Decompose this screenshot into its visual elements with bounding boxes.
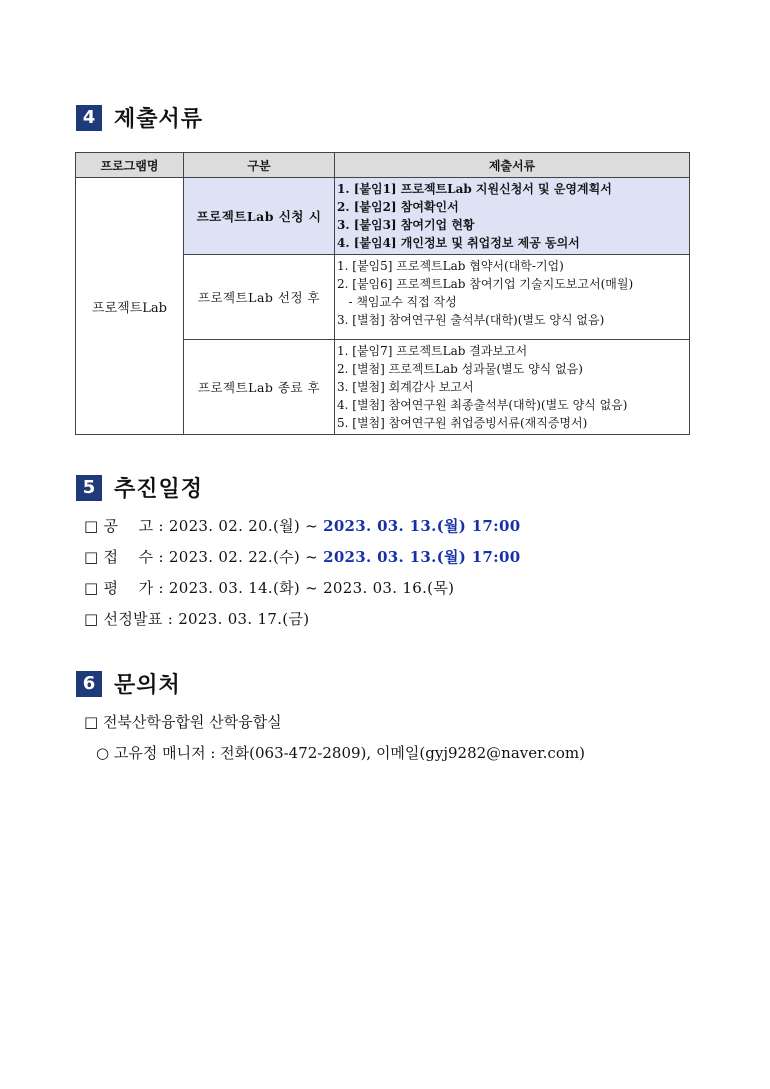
schedule-item — [84, 546, 520, 567]
section-title: 추진일정 — [114, 477, 204, 502]
section-5-heading — [76, 472, 203, 503]
schedule-deadline: 2023. 03. 13.(월) 17:00 — [323, 517, 521, 535]
table-header-row — [76, 153, 690, 178]
doc-line: 2. [붙임6] 프로젝트Lab 참여기업 기술지도보고서(매월) — [337, 277, 634, 291]
schedule-dates: 2023. 03. 14.(화) ~ 2023. 03. 16.(목) — [168, 579, 455, 597]
doc-line: 3. [별첨] 회계감사 보고서 — [337, 380, 474, 394]
doc-line: 2. [붙임2] 참여확인서 — [337, 200, 459, 214]
submission-docs-table — [75, 152, 690, 435]
schedule-label: □ 접 수 : — [84, 548, 169, 566]
program-name: 프로젝트Lab — [76, 178, 184, 435]
section-number: 5 — [76, 475, 102, 501]
schedule-label: □ 공 고 : — [84, 517, 169, 535]
doc-line: 4. [붙임4] 개인정보 및 취업정보 제공 동의서 — [337, 236, 580, 250]
section-title: 제출서류 — [114, 107, 204, 132]
schedule-item — [84, 577, 454, 598]
category-cell: 프로젝트Lab 종료 후 — [184, 340, 335, 435]
header-category: 구분 — [184, 153, 335, 178]
doc-line: 1. [붙임7] 프로젝트Lab 결과보고서 — [337, 344, 528, 358]
docs-cell — [335, 255, 690, 340]
section-number: 6 — [76, 671, 102, 697]
category-cell: 프로젝트Lab 선정 후 — [184, 255, 335, 340]
docs-cell — [335, 178, 690, 255]
schedule-start: 2023. 02. 22.(수) ~ — [168, 548, 324, 566]
schedule-deadline: 2023. 03. 13.(월) 17:00 — [323, 548, 521, 566]
doc-line: 5. [별첨] 참여연구원 취업증빙서류(재직증명서) — [337, 416, 588, 430]
schedule-dates: 2023. 03. 17.(금) — [178, 610, 310, 628]
doc-line: 2. [별첨] 프로젝트Lab 성과물(별도 양식 없음) — [337, 362, 583, 376]
section-title: 문의처 — [114, 673, 181, 698]
section-4-heading — [76, 102, 203, 133]
doc-line: 3. [별첨] 참여연구원 출석부(대학)(별도 양식 없음) — [337, 313, 605, 327]
docs-cell — [335, 340, 690, 435]
doc-line: 4. [별첨] 참여연구원 최종출석부(대학)(별도 양식 없음) — [337, 398, 628, 412]
doc-line: 3. [붙임3] 참여기업 현황 — [337, 218, 475, 232]
section-number: 4 — [76, 105, 102, 131]
schedule-label: □ 선정발표 : — [84, 610, 179, 628]
table-row — [76, 178, 690, 255]
header-program: 프로그램명 — [76, 153, 184, 178]
section-6-heading — [76, 668, 181, 699]
header-documents: 제출서류 — [335, 153, 690, 178]
schedule-label: □ 평 가 : — [84, 579, 169, 597]
schedule-item — [84, 608, 309, 629]
doc-line: - 책임교수 직접 작성 — [337, 295, 457, 309]
schedule-item — [84, 515, 520, 536]
category-cell: 프로젝트Lab 신청 시 — [184, 178, 335, 255]
contact-person: ○ 고유정 매니저 : 전화(063-472-2809), 이메일(gyj9282@naver.com) — [96, 744, 585, 762]
contact-organization: □ 전북산학융합원 산학융합실 — [84, 713, 282, 731]
doc-line: 1. [붙임5] 프로젝트Lab 협약서(대학-기업) — [337, 259, 564, 273]
doc-line: 1. [붙임1] 프로젝트Lab 지원신청서 및 운영계획서 — [337, 182, 612, 196]
schedule-start: 2023. 02. 20.(월) ~ — [168, 517, 324, 535]
